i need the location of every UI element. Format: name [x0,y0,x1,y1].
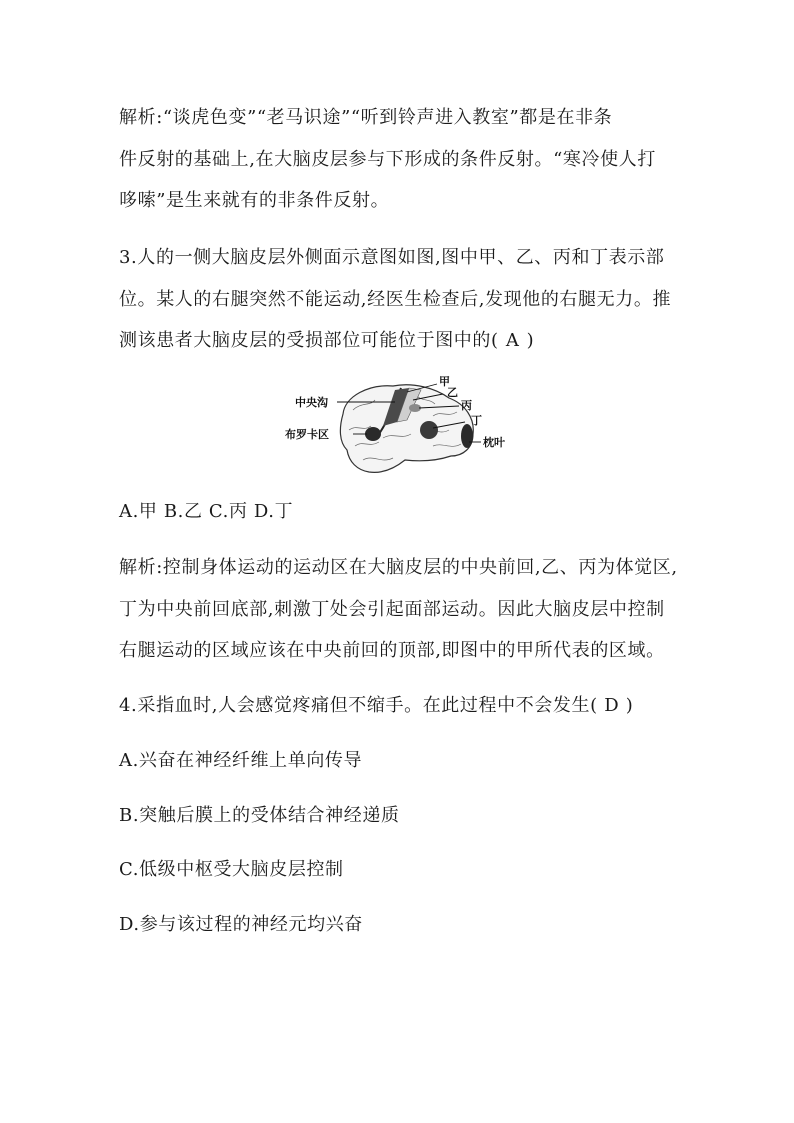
label-broca: 布罗卡区 [285,428,329,441]
question3-answer: A [505,330,520,351]
label-ding: 丁 [471,414,482,427]
label-occipital: 枕叶 [483,436,505,449]
question4-stem-prefix: 4.采指血时,人会感觉疼痛但不缩手。在此过程中不会发生( [119,695,598,716]
brain-diagram [283,372,509,476]
region-broca [365,427,381,441]
question3-line3-suffix: ) [526,330,535,351]
question4-option-a: A.兴奋在神经纤维上单向传导 [119,750,363,771]
question3-options: A.甲 B.乙 C.丙 D.丁 [119,501,294,522]
analysis1-line1: 解析:“谈虎色变”“老马识途”“听到铃声进入教室”都是在非条 [119,107,613,128]
question4-option-d: D.参与该过程的神经元均兴奋 [119,914,363,935]
question4-option-b: B.突触后膜上的受体结合神经递质 [119,805,400,826]
analysis3-line3: 右腿运动的区域应该在中央前回的顶部,即图中的甲所代表的区域。 [119,640,665,661]
analysis3-line1: 解析:控制身体运动的运动区在大脑皮层的中央前回,乙、丙为体觉区, [119,557,678,578]
analysis1-line2: 件反射的基础上,在大脑皮层参与下形成的条件反射。“寒冷使人打 [119,149,656,170]
label-central-sulcus: 中央沟 [295,396,328,409]
question4-option-c: C.低级中枢受大脑皮层控制 [119,859,344,880]
label-jia: 甲 [439,375,450,388]
question3-line1: 3.人的一侧大脑皮层外侧面示意图如图,图中甲、乙、丙和丁表示部 [119,247,665,268]
question3-line3 [119,329,534,353]
label-bing: 丙 [461,399,472,412]
region-occipital [461,424,473,448]
analysis3-line2: 丁为中央前回底部,刺激丁处会引起面部运动。因此大脑皮层中控制 [119,599,665,620]
question3-line3-prefix: 测该患者大脑皮层的受损部位可能位于图中的( [119,330,499,351]
region-ding [420,421,438,439]
question4-answer: D [604,695,620,716]
question4-stem-suffix: ) [625,695,634,716]
analysis1-line3: 哆嗦”是生来就有的非条件反射。 [119,190,390,211]
label-yi: 乙 [447,386,458,399]
question4-stem [119,694,633,718]
question3-line2: 位。某人的右腿突然不能运动,经医生检查后,发现他的右腿无力。推 [119,289,672,310]
